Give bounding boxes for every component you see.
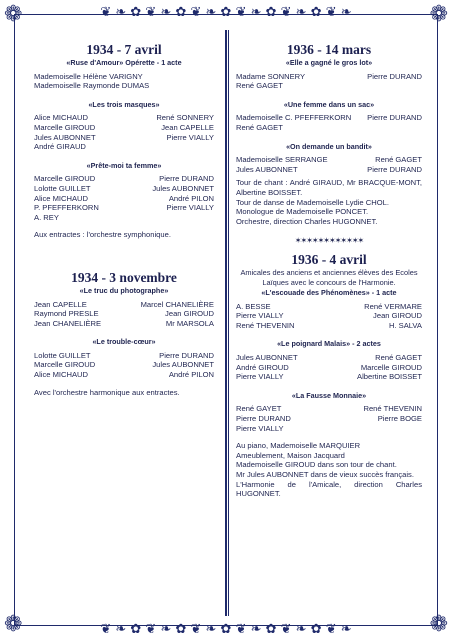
corner-ornament-icon: ❁ xyxy=(429,2,448,27)
event-title: 1936 - 14 mars xyxy=(286,42,372,57)
note: Avec l'orchestre harmonique aux entractes. xyxy=(34,387,180,397)
cast-row: Pierre VIALLY xyxy=(236,423,284,433)
event-title: 1934 - 3 novembre xyxy=(71,269,177,285)
play-title: «L'escouade des Phénomènes» - 1 acte xyxy=(261,288,397,298)
cast-row: Marcelle GIROUD Jules AUBONNET xyxy=(34,360,214,370)
cast-row: Raymond PRESLE Jean GIROUD xyxy=(34,309,214,319)
cast-row: A. BESSE René VERMARE xyxy=(236,301,422,311)
corner-ornament-icon: ❁ xyxy=(4,612,23,637)
event-intro: Amicales des anciens et anciennes élèves des Ecoles Laïques avec le concours de l'Harmonie. xyxy=(240,267,418,287)
play-title: «Elle a gagné le gros lot» xyxy=(285,58,373,67)
column-divider xyxy=(225,30,227,616)
cast-line: Mademoiselle Raymonde DUMAS xyxy=(34,81,150,91)
event-title: 1934 - 7 avril xyxy=(86,42,162,57)
paragraph: Monologue de Mademoiselle PONCET. xyxy=(236,207,369,217)
cast-row: Mademoiselle SERRANGE René GAGET xyxy=(236,155,422,165)
cast-row: Pierre VIALLY Jean GIROUD xyxy=(236,311,422,321)
top-ornament-icon: ❦ ❧ ✿ ❦ ❧ ✿ ❦ ❧ ✿ ❦ ❧ ✿ ❦ ❧ ✿ ❦ ❧ xyxy=(100,5,352,20)
cast-row: P. PFEFFERKORN Pierre VIALLY xyxy=(34,203,214,213)
cast-row: René GAYET René THEVENIN xyxy=(236,404,422,414)
cast-row: Madame SONNERY Pierre DURAND xyxy=(236,71,422,81)
play-title: «Le trouble-cœur» xyxy=(92,337,156,347)
cast-row: Jean CHANELIÈRE Mr MARSOLA xyxy=(34,318,214,328)
corner-ornament-icon: ❁ xyxy=(429,612,448,637)
cast-row: René THEVENIN H. SALVA xyxy=(236,320,422,330)
cast-row: René GAGET xyxy=(236,81,283,91)
event-title: 1936 - 4 avril xyxy=(291,251,367,267)
paragraph: Tour de chant : André GIRAUD, Mr BRACQUE-MONT, Albertine BOISSET. xyxy=(236,178,422,197)
cast-line: Mademoiselle Hélène VARIGNY xyxy=(34,71,143,81)
play-title: «La Fausse Monnaie» xyxy=(291,390,367,400)
cast-row: Lolotte GUILLET Pierre DURAND xyxy=(34,350,214,360)
paragraph: Au piano, Mademoiselle MARQUIER xyxy=(236,441,361,451)
paragraph: Mademoiselle GIROUD dans son tour de chant. xyxy=(236,460,397,470)
paragraph: Tour de danse de Mademoiselle Lydie CHOL. xyxy=(236,197,389,207)
play-title: «Prête-moi ta femme» xyxy=(86,160,162,170)
cast-row: Jean CAPELLE Marcel CHANELIÈRE xyxy=(34,299,214,309)
play-title: «Ruse d'Amour» Opérette - 1 acte xyxy=(66,58,182,67)
play-title: «Les trois masques» xyxy=(88,99,160,109)
cast-row: Alice MICHAUD André PILON xyxy=(34,370,214,380)
play-title: «Le truc du photographe» xyxy=(79,285,169,295)
play-title: «Le poignard Malais» - 2 actes xyxy=(277,339,381,349)
paragraph: Ameublement, Maison Jacquard xyxy=(236,450,345,460)
paragraph: L'Harmonie de l'Amicale, direction Charles HUGONNET. xyxy=(236,479,422,499)
right-column xyxy=(236,42,422,499)
separator-ornament-icon: ✶✶✶✶✶✶✶✶✶✶✶✶ xyxy=(294,236,364,246)
cast-row: Marcelle GIROUD Pierre DURAND xyxy=(34,174,214,184)
play-title: «Une femme dans un sac» xyxy=(283,99,375,109)
paragraph: Orchestre, direction Charles HUGONNET. xyxy=(236,216,378,226)
play-title: «On demande un bandit» xyxy=(286,141,372,151)
corner-ornament-icon: ❁ xyxy=(4,2,23,27)
cast-row: Pierre DURAND Pierre BOGE xyxy=(236,414,422,424)
cast-row: Jules AUBONNET René GAGET xyxy=(236,353,422,363)
cast-row: Alice MICHAUD André PILON xyxy=(34,193,214,203)
cast-row: Jules AUBONNET Pierre DURAND xyxy=(236,164,422,174)
cast-row: Jules AUBONNET Pierre VIALLY xyxy=(34,132,214,142)
cast-row: Alice MICHAUD René SONNERY xyxy=(34,113,214,123)
bottom-ornament-icon: ❦ ❧ ✿ ❦ ❧ ✿ ❦ ❧ ✿ ❦ ❧ ✿ ❦ ❧ ✿ ❦ ❧ xyxy=(100,622,352,637)
cast-row: Lolotte GUILLET Jules AUBONNET xyxy=(34,183,214,193)
cast-row: Mademoiselle C. PFEFFERKORN Pierre DURAND xyxy=(236,113,422,123)
paragraph: Mr Jules AUBONNET dans de vieux succès français. xyxy=(236,470,414,479)
left-column xyxy=(34,42,214,397)
cast-row: André GIRAUD xyxy=(34,142,86,152)
note: Aux entractes : l'orchestre symphonique. xyxy=(34,230,171,240)
cast-row: René GAGET xyxy=(236,122,283,132)
column-divider xyxy=(228,30,229,616)
cast-row: A. REY xyxy=(34,212,59,222)
cast-row: André GIROUD Marcelle GIROUD xyxy=(236,362,422,372)
cast-row: Marcelle GIROUD Jean CAPELLE xyxy=(34,122,214,132)
cast-row: Pierre VIALLY Albertine BOISSET xyxy=(236,372,422,382)
